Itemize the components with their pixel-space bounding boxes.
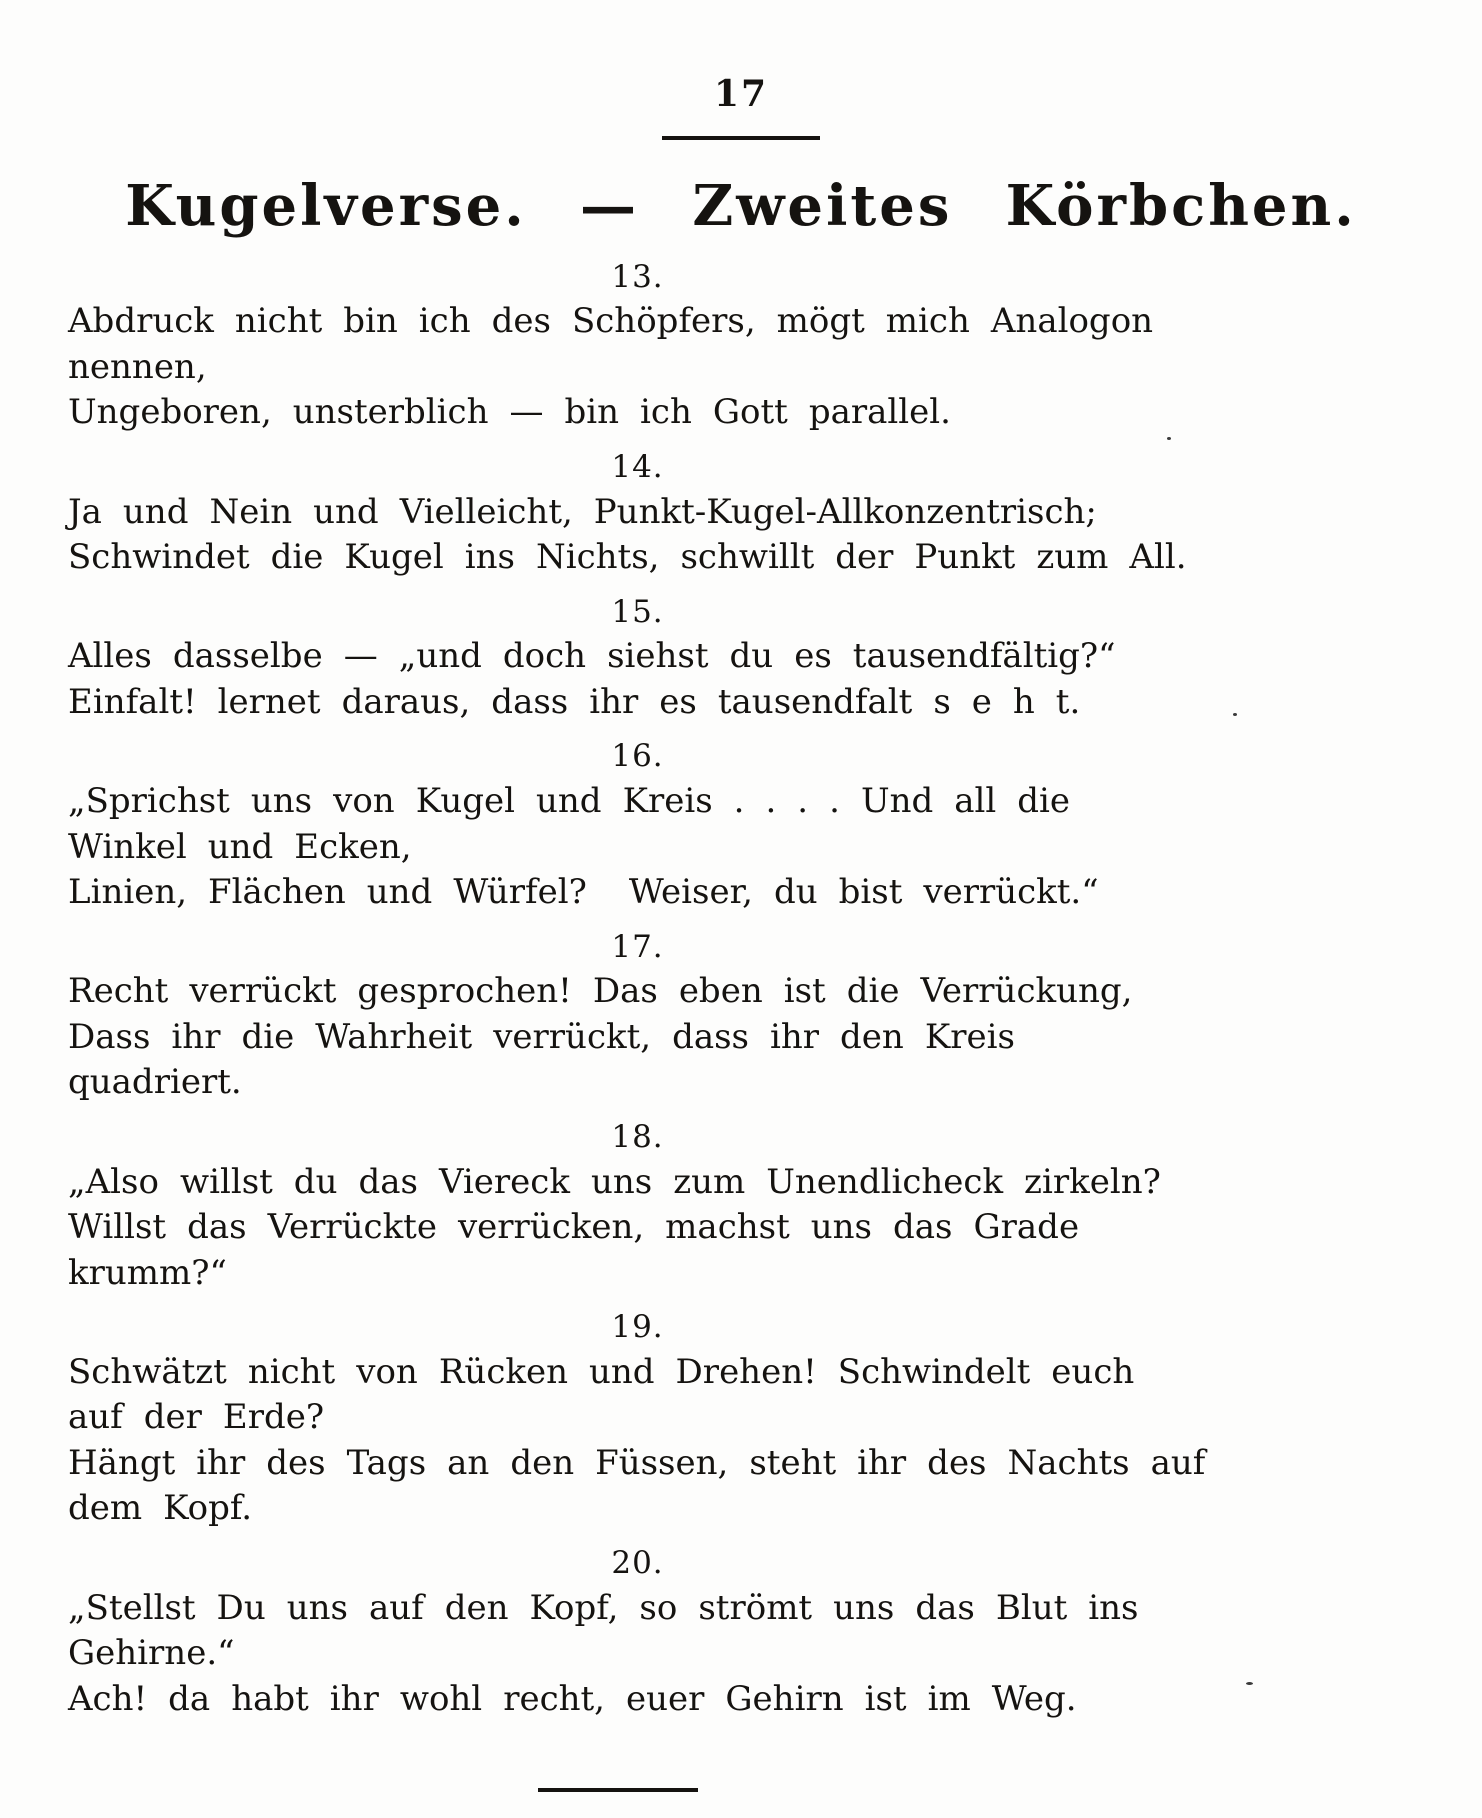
verse-line: Einfalt! lernet daraus, dass ihr es tausendfalt s e h t.: [68, 681, 1081, 722]
ink-speck: [1246, 1682, 1253, 1685]
verse-line: Alles dasselbe — „und doch siehst du es tausendfältig?“: [68, 636, 1116, 677]
page-number: 17: [713, 73, 769, 115]
verse: [68, 260, 1207, 436]
verse: [68, 1309, 1227, 1532]
verse: [68, 1546, 1207, 1722]
verse-line: Willst das Verrückte verrücken, machst uns das Grade krumm?“: [68, 1207, 1101, 1293]
verse-line: Schwätzt nicht von Rücken und Drehen! Schwindelt euch auf der Erde?: [68, 1351, 1156, 1438]
verse: [68, 930, 1207, 1106]
verse-line: Dass ihr die Wahrheit verrückt, dass ihr den Kreis quadriert.: [68, 1016, 1036, 1103]
verse: [68, 1120, 1207, 1296]
verse-number: 18.: [611, 1118, 664, 1155]
page-title: Kugelverse. — Zweites Körbchen.: [125, 173, 1357, 239]
verse-line: Recht verrückt gesprochen! Das eben ist die Verrückung,: [68, 971, 1133, 1012]
verse-line: Ungeboren, unsterblich — bin ich Gott parallel.: [68, 392, 951, 433]
header-rule: [662, 136, 820, 140]
verse-line: Ach! da habt ihr wohl recht, euer Gehirn ist im Weg.: [68, 1678, 1077, 1719]
verse-number: 13.: [611, 258, 664, 295]
verse-line: Abdruck nicht bin ich des Schöpfers, mögt mich Analogon nennen,: [68, 301, 1175, 387]
verse-line: Ja und Nein und Vielleicht, Punkt-Kugel-Allkonzentrisch;: [68, 491, 1097, 532]
verse-number: 19.: [611, 1309, 664, 1346]
verse: [68, 595, 1207, 726]
ink-speck: [1233, 713, 1237, 716]
verse-list: [68, 258, 1227, 1723]
verse: [68, 450, 1207, 581]
verse-number: 16.: [611, 738, 664, 775]
verse-number: 20.: [611, 1545, 664, 1582]
verse-line: Linien, Flächen und Würfel? Weiser, du bist verrückt.“: [68, 872, 1099, 913]
verse-number: 14.: [611, 448, 664, 485]
ink-speck: [1167, 437, 1171, 440]
verse-line: „Also willst du das Viereck uns zum Unendlicheck zirkeln?: [68, 1161, 1161, 1202]
footer-rule: [538, 1788, 698, 1792]
verse-line: Schwindet die Kugel ins Nichts, schwillt der Punkt zum All.: [68, 537, 1187, 578]
verse-number: 15.: [611, 593, 664, 630]
verse-number: 17.: [611, 928, 664, 965]
verse-line: „Sprichst uns von Kugel und Kreis . . . . Und all die Winkel und Ecken,: [68, 780, 1092, 867]
verse-line: Hängt ihr des Tags an den Füssen, steht ihr des Nachts auf dem Kopf.: [68, 1442, 1227, 1529]
verse: [68, 739, 1207, 915]
verse-line: „Stellst Du uns auf den Kopf, so strömt uns das Blut ins Gehirne.“: [68, 1587, 1160, 1674]
